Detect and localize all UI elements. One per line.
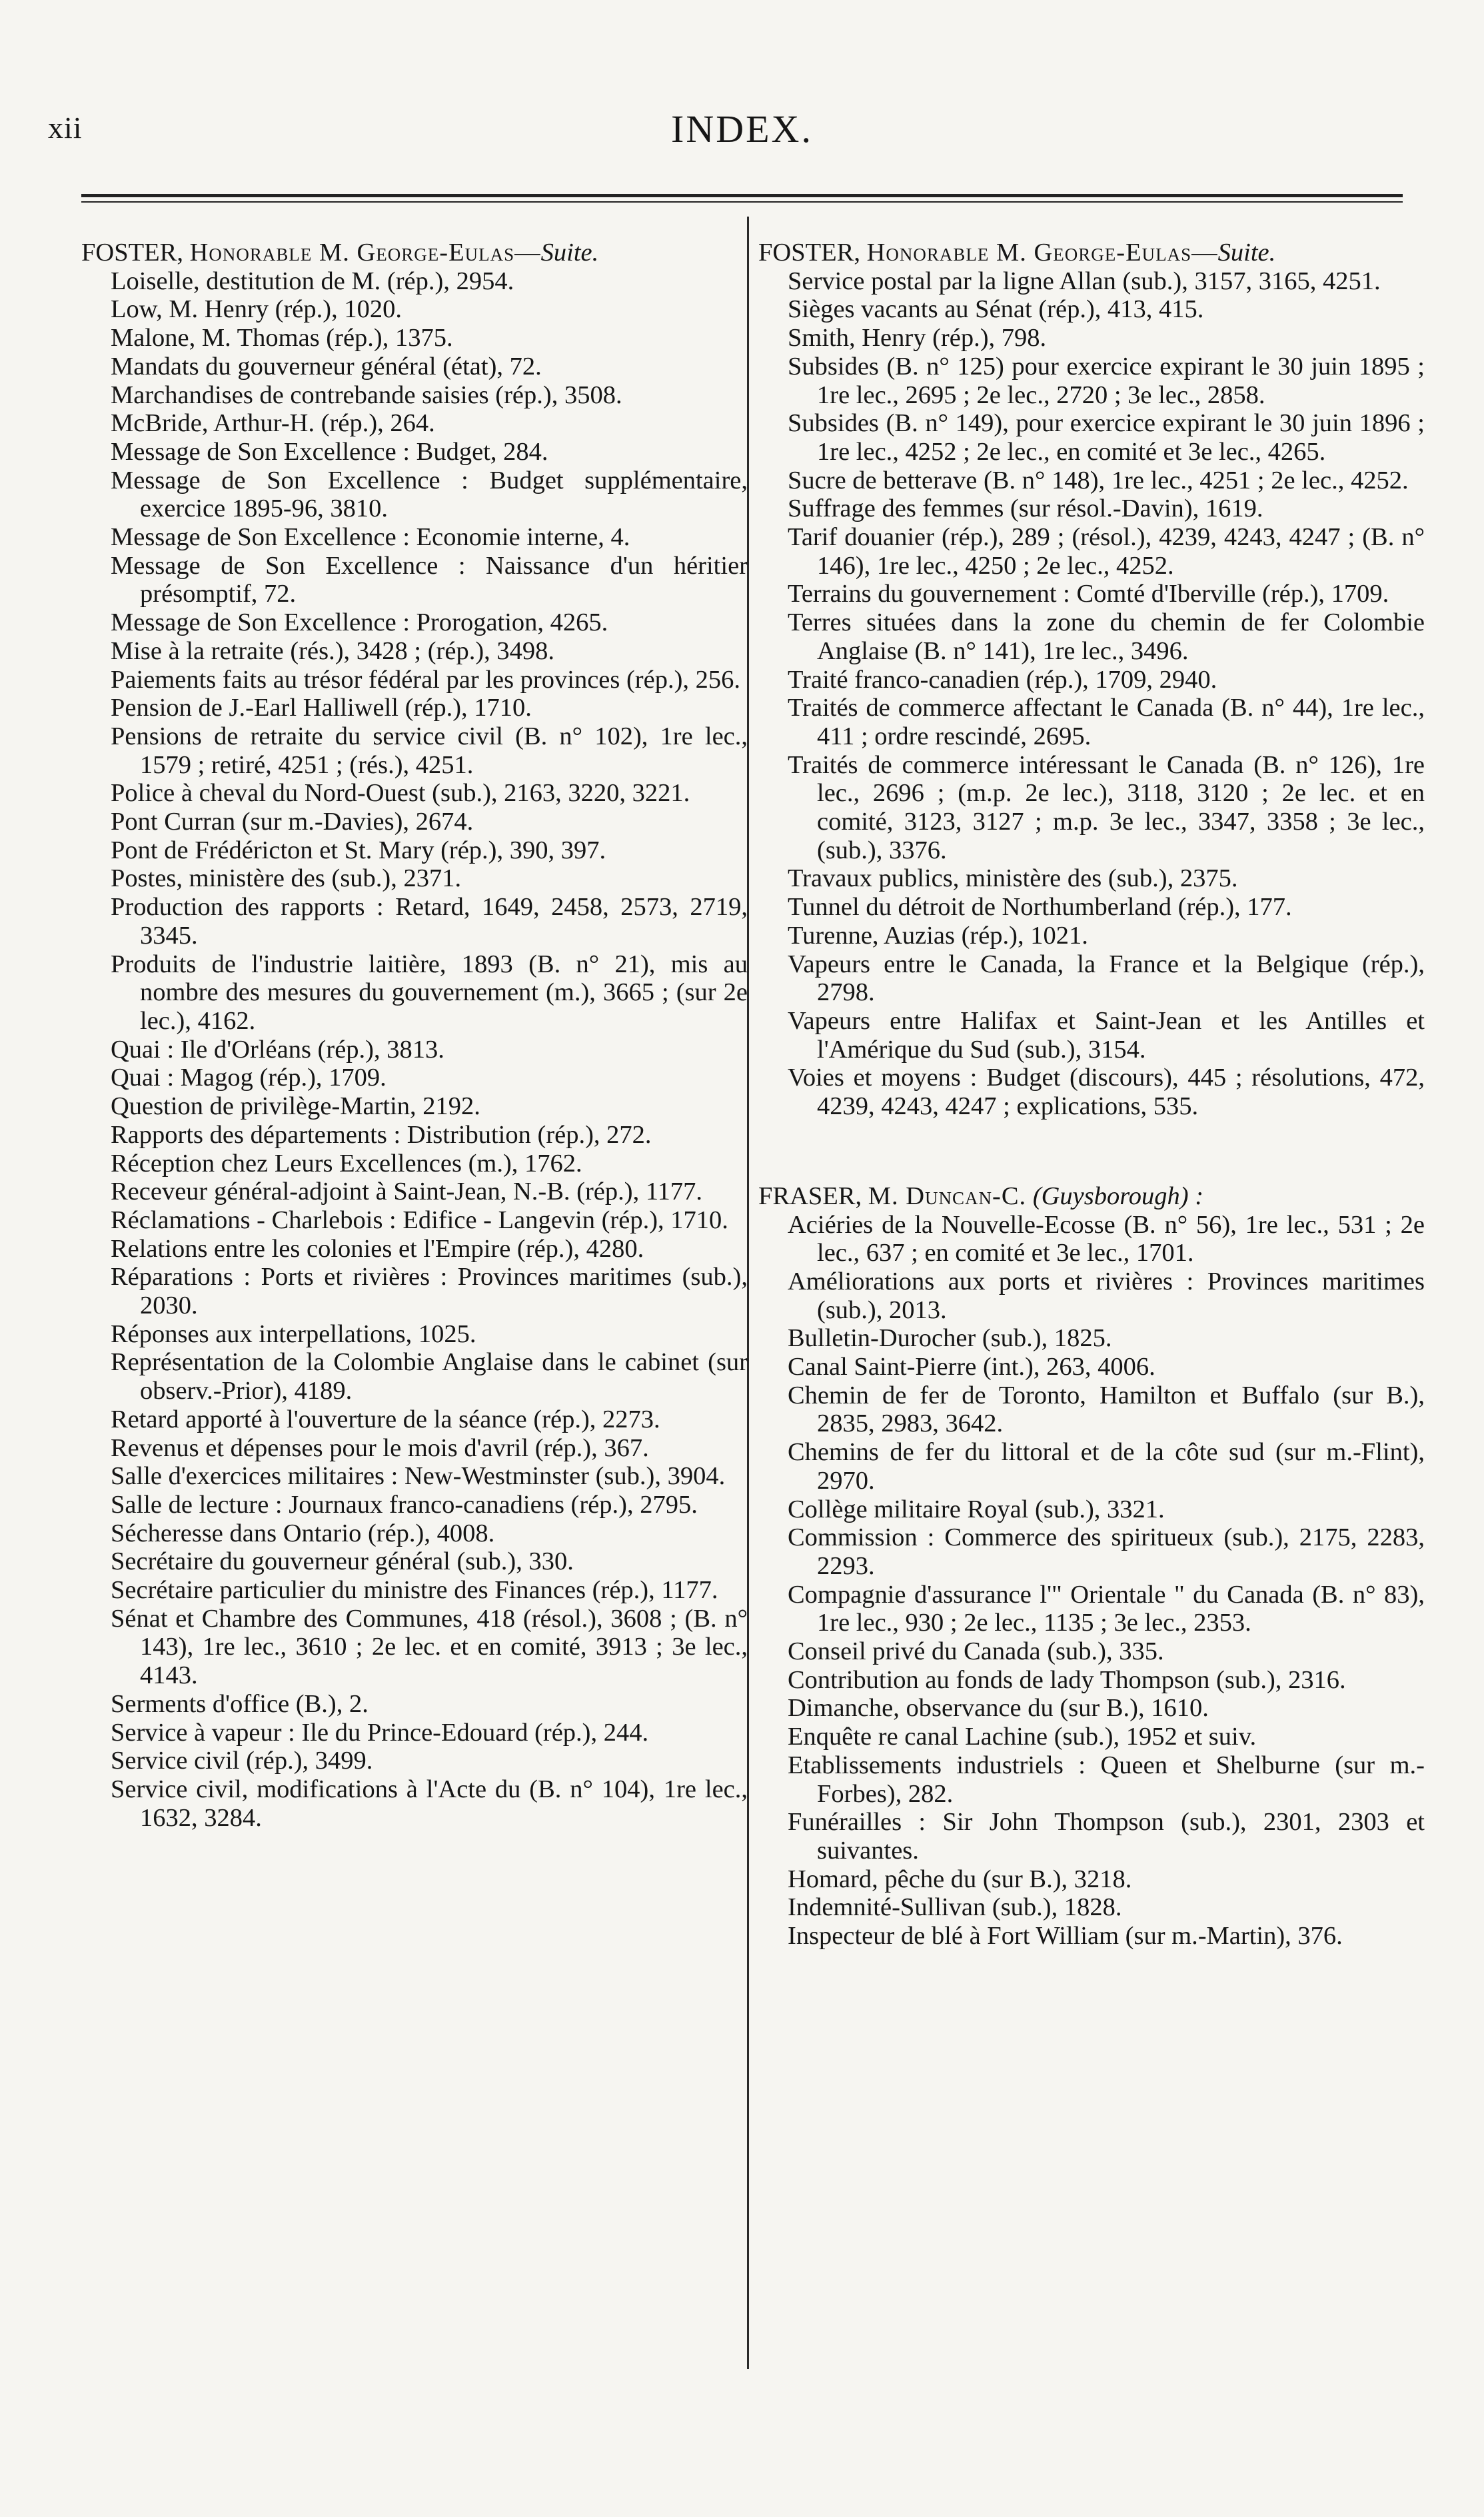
heading-suite: Suite. bbox=[1217, 239, 1276, 267]
index-entry: Message de Son Excellence : Budget supplémentaire, exercice 1895-96, 3810. bbox=[111, 466, 748, 523]
index-entry: Voies et moyens : Budget (discours), 445 ; résolutions, 472, 4239, 4243, 4247 ; explications, 535. bbox=[788, 1064, 1425, 1121]
index-entry: Retard apporté à l'ouverture de la séance (rép.), 2273. bbox=[111, 1405, 660, 1433]
index-entry: Salle de lecture : Journaux franco-canadiens (rép.), 2795. bbox=[111, 1490, 698, 1519]
heading-name: Honorable M. George-Eulas— bbox=[866, 239, 1218, 267]
index-entry: Aciéries de la Nouvelle-Ecosse (B. n° 56), 1re lec., 531 ; 2e lec., 637 ; en comité et 3e lec., 1701. bbox=[788, 1210, 1425, 1267]
index-entry: Mise à la retraite (rés.), 3428 ; (rép.), 3498. bbox=[111, 636, 555, 665]
index-entry: Service civil (rép.), 3499. bbox=[111, 1747, 373, 1775]
index-entry: Serments d'office (B.), 2. bbox=[111, 1689, 369, 1718]
index-entry: McBride, Arthur-H. (rép.), 264. bbox=[111, 409, 435, 438]
index-entry: Suffrage des femmes (sur résol.-Davin), 1619. bbox=[788, 494, 1263, 523]
index-entry: Service civil, modifications à l'Acte du (B. n° 104), 1re lec., 1632, 3284. bbox=[111, 1775, 748, 1832]
index-entry: Traités de commerce intéressant le Canada (B. n° 126), 1re lec., 2696 ; (m.p. 2e lec.), 3118, 3120 ; 2e lec. et en comité, 3123, 3127 ; m.p. 3e lec., 3347, 3358 ; 3e lec., (sub.), 3376. bbox=[788, 750, 1425, 864]
index-entry: Malone, M. Thomas (rép.), 1375. bbox=[111, 324, 453, 353]
index-entry: Quai : Magog (rép.), 1709. bbox=[111, 1064, 386, 1092]
index-entry: Etablissements industriels : Queen et Shelburne (sur m.-Forbes), 282. bbox=[788, 1751, 1425, 1808]
index-entry: Pont Curran (sur m.-Davies), 2674. bbox=[111, 808, 474, 836]
index-entry: Enquête re canal Lachine (sub.), 1952 et suiv. bbox=[788, 1723, 1257, 1751]
index-entry: Terres situées dans la zone du chemin de fer Colombie Anglaise (B. n° 141), 1re lec., 3496. bbox=[788, 608, 1425, 665]
heading-surname: FRASER, bbox=[758, 1182, 862, 1210]
index-entry: Postes, ministère des (sub.), 2371. bbox=[111, 864, 462, 893]
right-entry-list bbox=[758, 267, 1425, 1121]
index-heading bbox=[81, 239, 748, 267]
index-entry: Relations entre les colonies et l'Empire (rép.), 4280. bbox=[111, 1234, 644, 1263]
index-entry: Pension de J.-Earl Halliwell (rép.), 1710. bbox=[111, 694, 532, 722]
left-column bbox=[81, 239, 748, 1832]
index-entry: Secrétaire particulier du ministre des Finances (rép.), 1177. bbox=[111, 1576, 718, 1605]
header-rule-thin bbox=[81, 201, 1403, 203]
index-entry: Message de Son Excellence : Economie interne, 4. bbox=[111, 523, 630, 552]
header-rule-thick bbox=[81, 194, 1403, 197]
index-entry: Quai : Ile d'Orléans (rép.), 3813. bbox=[111, 1035, 444, 1064]
index-entry: Bulletin-Durocher (sub.), 1825. bbox=[788, 1324, 1112, 1353]
index-entry: Funérailles : Sir John Thompson (sub.), 2301, 2303 et suivantes. bbox=[788, 1808, 1425, 1865]
index-heading-fraser bbox=[758, 1182, 1425, 1211]
index-entry: Sénat et Chambre des Communes, 418 (résol.), 3608 ; (B. n° 143), 1re lec., 3610 ; 2e lec. et en comité, 3913 ; 3e lec., 4143. bbox=[111, 1604, 748, 1690]
index-entry: Dimanche, observance du (sur B.), 1610. bbox=[788, 1694, 1209, 1723]
index-entry: Receveur général-adjoint à Saint-Jean, N.-B. (rép.), 1177. bbox=[111, 1178, 703, 1206]
right-entry-list-2 bbox=[758, 1211, 1425, 1951]
index-entry: Homard, pêche du (sur B.), 3218. bbox=[788, 1865, 1132, 1893]
index-entry: Mandats du gouverneur général (état), 72. bbox=[111, 352, 542, 381]
index-entry: Message de Son Excellence : Budget, 284. bbox=[111, 437, 548, 466]
index-entry: Chemins de fer du littoral et de la côte sud (sur m.-Flint), 2970. bbox=[788, 1438, 1425, 1495]
index-entry: Sécheresse dans Ontario (rép.), 4008. bbox=[111, 1519, 495, 1547]
index-entry: Réparations : Ports et rivières : Provinces maritimes (sub.), 2030. bbox=[111, 1263, 748, 1320]
index-entry: Salle d'exercices militaires : New-Westminster (sub.), 3904. bbox=[111, 1462, 726, 1491]
index-entry: Représentation de la Colombie Anglaise dans le cabinet (sur observ.-Prior), 4189. bbox=[111, 1348, 748, 1405]
index-heading bbox=[758, 239, 1425, 267]
index-entry: Turenne, Auzias (rép.), 1021. bbox=[788, 921, 1088, 950]
index-entry: Chemin de fer de Toronto, Hamilton et Buffalo (sur B.), 2835, 2983, 3642. bbox=[788, 1381, 1425, 1438]
index-entry: Low, M. Henry (rép.), 1020. bbox=[111, 295, 402, 324]
index-entry: Produits de l'industrie laitière, 1893 (B. n° 21), mis au nombre des mesures du gouvernement (m.), 3665 ; (sur 2e lec.), 4162. bbox=[111, 950, 748, 1035]
heading-suite: Suite. bbox=[540, 239, 599, 267]
index-entry: Indemnité-Sullivan (sub.), 1828. bbox=[788, 1893, 1122, 1922]
index-entry: Terrains du gouvernement : Comté d'Iberville (rép.), 1709. bbox=[788, 580, 1389, 608]
left-entry-list bbox=[81, 267, 748, 1833]
index-entry: Message de Son Excellence : Prorogation, 4265. bbox=[111, 608, 608, 637]
index-entry: Police à cheval du Nord-Ouest (sub.), 2163, 3220, 3221. bbox=[111, 779, 690, 808]
page-number: xii bbox=[48, 111, 83, 145]
index-entry: Contribution au fonds de lady Thompson (sub.), 2316. bbox=[788, 1665, 1346, 1694]
index-entry: Marchandises de contrebande saisies (rép.), 3508. bbox=[111, 381, 622, 409]
index-entry: Améliorations aux ports et rivières : Provinces maritimes (sub.), 2013. bbox=[788, 1267, 1425, 1324]
index-entry: Tarif douanier (rép.), 289 ; (résol.), 4239, 4243, 4247 ; (B. n° 146), 1re lec., 4250 ; 2e lec., 4252. bbox=[788, 523, 1425, 580]
heading-name: Honorable M. George-Eulas— bbox=[189, 239, 541, 267]
index-entry: Loiselle, destitution de M. (rép.), 2954. bbox=[111, 267, 514, 295]
index-entry: Message de Son Excellence : Naissance d'un héritier présomptif, 72. bbox=[111, 551, 748, 608]
index-entry: Vapeurs entre Halifax et Saint-Jean et les Antilles et l'Amérique du Sud (sub.), 3154. bbox=[788, 1006, 1425, 1064]
index-entry: Traités de commerce affectant le Canada (B. n° 44), 1re lec., 411 ; ordre rescindé, 2695. bbox=[788, 694, 1425, 750]
section-gap bbox=[758, 1121, 1425, 1182]
index-entry: Service postal par la ligne Allan (sub.), 3157, 3165, 4251. bbox=[788, 267, 1381, 295]
index-entry: Paiements faits au trésor fédéral par les provinces (rép.), 256. bbox=[111, 665, 741, 694]
index-entry: Réclamations - Charlebois : Edifice - Langevin (rép.), 1710. bbox=[111, 1206, 728, 1234]
index-entry: Subsides (B. n° 125) pour exercice expirant le 30 juin 1895 ; 1re lec., 2695 ; 2e lec., 2720 ; 3e lec., 2858. bbox=[788, 352, 1425, 409]
index-entry: Question de privilège-Martin, 2192. bbox=[111, 1092, 480, 1121]
index-entry: Subsides (B. n° 149), pour exercice expirant le 30 juin 1896 ; 1re lec., 4252 ; 2e lec., en comité et 3e lec., 4265. bbox=[788, 409, 1425, 466]
index-entry: Service à vapeur : Ile du Prince-Edouard (rép.), 244. bbox=[111, 1718, 649, 1747]
index-entry: Travaux publics, ministère des (sub.), 2375. bbox=[788, 864, 1238, 893]
index-entry: Sièges vacants au Sénat (rép.), 413, 415. bbox=[788, 295, 1204, 324]
right-column bbox=[758, 239, 1425, 1951]
index-entry: Sucre de betterave (B. n° 148), 1re lec., 4251 ; 2e lec., 4252. bbox=[788, 466, 1409, 494]
heading-surname: FOSTER, bbox=[758, 239, 860, 267]
index-entry: Production des rapports : Retard, 1649, 2458, 2573, 2719, 3345. bbox=[111, 893, 748, 950]
heading-riding: (Guysborough) : bbox=[1032, 1182, 1204, 1210]
index-entry: Réponses aux interpellations, 1025. bbox=[111, 1319, 476, 1348]
index-entry: Commission : Commerce des spiritueux (sub.), 2175, 2283, 2293. bbox=[788, 1523, 1425, 1580]
index-entry: Inspecteur de blé à Fort William (sur m.-Martin), 376. bbox=[788, 1922, 1343, 1951]
index-entry: Revenus et dépenses pour le mois d'avril (rép.), 367. bbox=[111, 1433, 649, 1462]
index-entry: Traité franco-canadien (rép.), 1709, 2940. bbox=[788, 665, 1217, 694]
index-entry: Pensions de retraite du service civil (B. n° 102), 1re lec., 1579 ; retiré, 4251 ; (rés.), 4251. bbox=[111, 722, 748, 779]
index-entry: Compagnie d'assurance l'" Orientale " du Canada (B. n° 83), 1re lec., 930 ; 2e lec., 1135 ; 3e lec., 2353. bbox=[788, 1580, 1425, 1637]
index-entry: Vapeurs entre le Canada, la France et la Belgique (rép.), 2798. bbox=[788, 950, 1425, 1007]
index-entry: Canal Saint-Pierre (int.), 263, 4006. bbox=[788, 1353, 1155, 1381]
page-title: INDEX. bbox=[671, 107, 813, 151]
index-entry: Pont de Frédéricton et St. Mary (rép.), 390, 397. bbox=[111, 836, 606, 864]
index-entry: Rapports des départements : Distribution (rép.), 272. bbox=[111, 1120, 652, 1149]
index-entry: Réception chez Leurs Excellences (m.), 1762. bbox=[111, 1149, 582, 1178]
index-entry: Conseil privé du Canada (sub.), 335. bbox=[788, 1637, 1164, 1666]
index-entry: Smith, Henry (rép.), 798. bbox=[788, 324, 1047, 353]
index-entry: Collège militaire Royal (sub.), 3321. bbox=[788, 1495, 1165, 1523]
heading-surname: FOSTER, bbox=[81, 239, 183, 267]
index-entry: Secrétaire du gouverneur général (sub.), 330. bbox=[111, 1547, 574, 1576]
index-entry: Tunnel du détroit de Northumberland (rép.), 177. bbox=[788, 893, 1292, 922]
heading-name: M. Duncan-C. bbox=[868, 1182, 1027, 1210]
